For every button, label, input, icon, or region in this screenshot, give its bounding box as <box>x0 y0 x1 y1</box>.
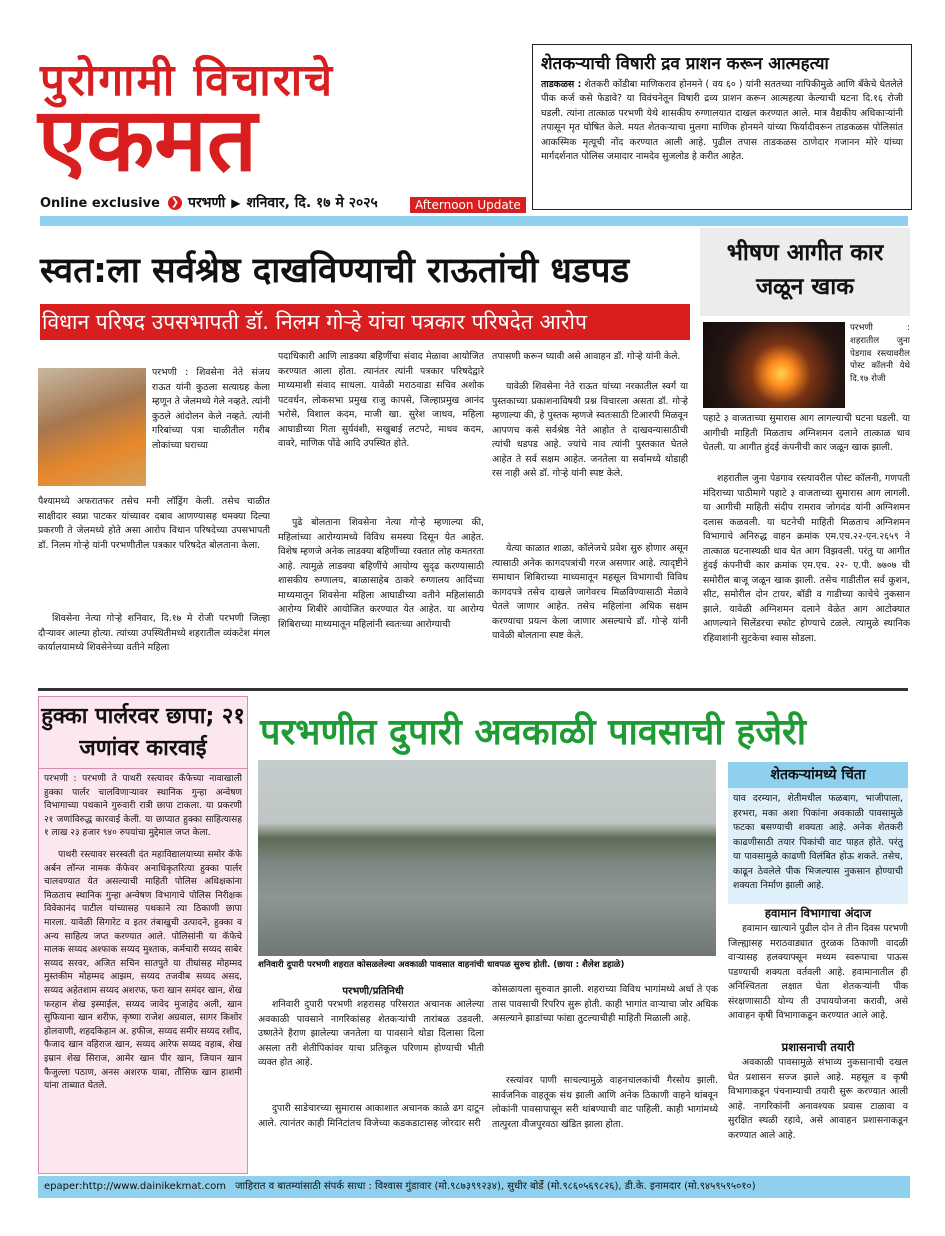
farmer-suicide-text <box>541 78 903 164</box>
lead-col2-bottom: पुढे बोलताना शिवसेना नेत्या गोऱ्हे म्हणाल्या की, महिलांच्या आरोग्यामध्ये विविध समस्या दिसून येत आहेत. विशेष म्हणजे अनेक लाडक्या बहिणींच्या रक्तात लोह कमतरता आहे. त्यामुळे लाडक्या बहिणींचे आयोग्य सुदृढ करण्यासाठी शासकीय रुग्णालय, बाळासाहेब ठाकरे रुग्णालय आदिंच्या माध्यमातून शिवसेना महिला आघाडीच्या वतीने महिलांसाठी आरोग्य शिबीरे आयोजित करण्यात येत आहेत. या आरोग्य शिबिराच्या माध्यमातून महिलांनी स्वतःच्या आरोग्याची <box>278 517 484 630</box>
fire-text-side: परभणी : शहरातील जुना पेडगाव रस्त्यावरील पोस्ट कॉलनी येथे दि.१७ रोजी <box>850 323 910 385</box>
farmer-concern-box <box>728 762 908 904</box>
triangle-right-icon: ▶ <box>231 195 241 210</box>
lead-col3-bottom: येत्या काळात शाळा, कॉलेजचे प्रवेश सुरु होणार असून त्यासाठी अनेक कागदपत्रांची गरज असणार आहे. त्यादृष्टीने समाधान शिबिराच्या माध्यमातून महसूल विभागाची विविध कागदपत्रे तसेच दाखले जागेवरच मिळविण्यासाठी मेळावे घेतले जाणार आहेत. तसेच महिलांना अधिक सक्षम करण्याचा प्रयत्न केला जाणार असल्याचे डॉ. गोऱ्हे यांनी यावेळी बोलताना स्पष्ट केले. <box>492 543 688 641</box>
contact-info: जाहिरात व बातम्यांसाठी संपर्क साधा : विश्वास गुंडावार (मो.९८७३९९२३४), सुधीर बोर्डे (मो.९८६०५६९८२६), डी.के. इनामदार (मो.९४५९५९५०१०) <box>235 1181 756 1192</box>
fire-headline-box <box>700 228 910 316</box>
online-exclusive-label: Online exclusive <box>40 196 160 211</box>
farmer-suicide-body: शेतकरी कोंडीबा माणिकराव होनमने ( वय ६० ) यांनी सततच्या नापिकीमुळे आणि बँकेचे घेतलेले पीक कर्ज कसे फेडावे? या विवंचनेतून विषारी द्रव्य प्राशन करून आत्महत्या केल्याची घटना दि.१६ रोजी घडली. त्यांना तात्काळ परभणी येथे शासकीय रुग्णालयात दाखल करण्यात आले. मात्र वैद्यकीय अधिकाऱ्यांनी तपासून मृत घोषित केले. मयत शेतकऱ्याचा मुलगा माणिक होनमने यांच्या फिर्यादीवरून ताडकळस पोलिसांत आकस्मिक मृत्यूची नोंद करण्यात आली आहे. पुढील तपास ताडकळस ठाणेदार गजानन मोरे यांच्या मार्गदर्शनात पोलिस जमादार नामदेव सुजलोड हे करीत आहेत. <box>541 79 903 163</box>
rain-col1-b: दुपारी साडेचारच्या सुमारास आकाशात अचानक काळे ढग दाटून आले. त्यानंतर काही मिनिटांतच विजेच्या कडकडाटासह जोरदार सरी <box>258 1103 484 1129</box>
rain-street-photo <box>258 760 716 956</box>
lead-col3-mid: यावेळी शिवसेना नेते राऊत यांच्या नरकातील स्वर्ग या पुस्तकाच्या प्रकाशनाविषयी प्रश्न विचारला असता डॉ. गोऱ्हे म्हणाल्या की, हे पुस्तक म्हणजे स्वतःसाठी टिआरपी मिळवून आपणच कसे सर्वश्रेष्ठ नेते आहोत ते दाखवन्यासाठीची त्यांची धडपड आहे. ज्यांचे नाव त्यांनी पुस्तकात घेतले आहेत ते सर्व सक्षम आहेत. जनतेला या सर्वामध्ये थोडाही रस नाही असे डॉ. गोऱ्हे यांनी स्पष्ट केले. <box>492 381 688 479</box>
rain-photo-caption: शनिवारी दुपारी परभणी शहरात कोसळलेल्या अवकाळी पावसात वाहनांची धावपळ सुरुच होती. (छाया : शैलेश डहाळे) <box>258 960 625 970</box>
lead-col3-top: तपासणी करून घ्यावी असे आवाहन डॉ. गोऱ्हे यांनी केले. <box>492 351 681 362</box>
section-divider <box>38 688 908 691</box>
dateline-tadkalas: ताडकळस : <box>541 79 582 90</box>
farmer-concern-title: शेतकऱ्यांमध्ये चिंता <box>728 762 908 788</box>
lead-headline: स्वत:ला सर्वश्रेष्ठ दाखविण्याची राऊतांची धडपड <box>40 251 630 291</box>
rain-col1-a: शनिवारी दुपारी परभणी शहरासह परिसरात अचानक आलेल्या अवकाळी पावसाने नागरिकांसह शेतकऱ्यांची तारांबळ उडवली. उष्णतेने हैराण झालेल्या जनतेला या पावसाने थोडा दिलासा दिला असला तरी शेतीपिकांवर याचा प्रतिकूल परिणाम होण्याची भीती व्यक्त होत आहे. <box>258 999 484 1068</box>
fire-text-2: शहरातील जुना पेडगाव रस्त्यावरील पोस्ट कॉलनी, गणपती मंदिराच्या पाठीमागे पहाटे ३ वाजताच्या सुमारास आग लागली. या आगीची माहिती संदीप रामराव जोगदंड यांनी अग्निशमन दलास कळवली. या घटनेची माहिती मिळताच अग्निशमन विभागाचे अनिरुद्ध वाहन क्रमांक एम.एच.२२-एन.२६५९ ने तात्काळ घटनास्थळी धाव घेत आग विझवली. परंतु या आगीत हुंदई कंपनीची कार क्रमांक एम.एच. २२- ए.पी. ७७०७ ची समोरील बाजू जळून खाक झाली. तसेच गाडीतील सर्व कुशन, सीट, समोरील दोन टायर, बॉडी व गाडीच्या काचेचे नुकसान झाले. यावेळी अग्निशमन दलाने वेळेत आग आटोक्यात आणल्याने सिलेंडरचा स्फोट होण्याचे टळले. त्यामुळे स्थानिक रहिवाशांनी सुटकेचा श्वास सोडला. <box>703 473 910 644</box>
weather-forecast-text: हवामान खात्याने पुढील दोन ते तीन दिवस परभणी जिल्ह्यासह मराठवाड्यात तुरळक ठिकाणी वादळी वाऱ्यासह हलक्याफ्सून मध्यम स्वरूपाचा पाऊस पडण्याची शक्यता वर्तवली आहे. हवामानातील ही अनिश्चितता लक्षात घेता शेतकऱ्यांनी पीक संरक्षणासाठी योग्य ती उपाययोजना करावी, असे आवाहन कृषी विभागाकडून करण्यात आले आहे. <box>728 923 908 1021</box>
dateline <box>168 193 378 212</box>
lead-col2-top: पदाधिकारी आणि लाडक्या बहिणींचा संवाद मेळावा आयोजित करण्यात आला होता. त्यानंतर त्यांनी पत्रकार परिषदेद्वारे माध्यमाशी संवाद साधला. यावेळी मराठवाडा सचिव अशोक पटवर्धन, लोकसभा प्रमुख राजु कापसे, जिल्हाप्रमुख आनंद भरोसे, विशाल कदम, माजी खा. सुरेश जाधव, महिला आघाडीच्या गिता सुर्यवंशी, सखुबाई लटपटे, माधव कदम, वावरे, माणिक पोंढे आदि उपस्थित होते. <box>278 351 484 449</box>
lead-col1-mid: पैश्यामध्ये अफरातफर तसेच मनी लॉड्रिंग केली. तसेच चाळीत साक्षीदार स्वप्ना पाटकर यांच्यावर दबाव आणण्यासह धमक्या दिल्या प्रकरणी ते जेलमध्ये होते असा आरोप विधान परिषदेच्या उपसभापती डॉ. निलम गोऱ्हे यांनी परभणीतील पत्रकार परिषदेत बोलताना केला. <box>38 496 270 551</box>
rain-byline: परभणी/प्रतिनिधी <box>342 986 404 997</box>
lead-subhead: विधान परिषद उपसभापती डॉ. निलम गोऱ्हे यांचा पत्रकार परिषदेत आरोप <box>40 304 690 340</box>
chevron-right-icon: ❯ <box>168 196 182 210</box>
car-fire-photo <box>703 322 845 408</box>
farmer-suicide-box <box>532 44 912 210</box>
farmer-concern-text: याव दरम्यान, शेतीमधील फळबाग, भाजीपाला, हरभरा, मका अशा पिकांना अवकाळी पावसामुळे फटका बसण्याची शक्यता आहे. अनेक शेतकरी काढणीसाठी तयार पिकांची वाट पाहत होते. परंतु या पावसामुळे काढणी विलंबित होऊ शकते. तसेच, काढून ठेवलेले पीक भिजल्यास नुकसान होण्याची शक्यता निर्माण झाली आहे. <box>733 793 903 891</box>
farmer-suicide-headline: शेतकऱ्याची विषारी द्रव प्राशन करून आत्महत्या <box>541 54 829 74</box>
lead-col1-bottom: शिवसेना नेत्या गोऱ्हे शनिवार, दि.१७ मे रोजी परभणी जिल्हा दौऱ्यावर आल्या होत्या. त्यांच्या उपस्थितीमध्ये शहरातील व्यंकटेश मंगल कार्यालयामध्ये शिवसेनेच्या वतीने महिला <box>38 613 270 653</box>
weather-forecast-title: हवामान विभागाचा अंदाज <box>764 906 872 920</box>
hookah-text-box <box>38 768 248 1174</box>
date-label: शनिवार, दि. १७ मे २०२५ <box>246 195 378 211</box>
edition-badge: Afternoon Update <box>410 197 526 213</box>
lead-col1-top: परभणी : शिवसेना नेते संजय राऊत यांनी कुठला सत्याग्रह केला म्हणून ते जेलमध्ये गेले नव्हते. त्यांनी कुठले आंदोलन केले नव्हते. त्यांनी गरिबांच्या पत्रा चाळीतील गरीब लोकांच्या घराच्या <box>152 367 270 451</box>
hookah-text-1: परभणी : परभणी ते पाथरी रस्त्यावर कॅफेच्या नावाखाली हुक्का पार्लर चालविणाऱ्यावर स्थानिक गुन्हा अन्वेषण विभागाच्या पथकाने गुरुवारी रात्री छापा टाकला. या प्रकरणी २१ जणांविरुद्ध कारवाई केली. या छाप्यात हुक्का साहित्यासह १ लाख २३ हजार ९४० रुपयांचा मुद्देमाल जप्त केला. <box>44 774 242 839</box>
rain-col2-a: कोसळायला सुरुवात झाली. शहराच्या विविध भागांमध्ये अर्धा ते एक तास पावसाची रिपरिप सुरू होती. काही भागांत वाऱ्याचा जोर अधिक असल्याने झाडांच्या फांद्या तुटल्याचीही माहिती मिळाली आहे. <box>492 984 718 1024</box>
fire-text-1: पहाटे ३ वाजताच्या सुमारास आग लागल्याची घटना घडली. या आगीची माहिती मिळताच अग्निशमन दलाने तात्काळ धाव घेतली. या आगीत हुंदई कंपनीची कार जळून खाक झाली. <box>703 413 910 453</box>
divider-bar <box>40 216 908 226</box>
city-label: परभणी <box>188 195 226 211</box>
hookah-text-2: पाथरी रस्त्यावर सरस्वती दंत महाविद्यालयाच्या समोर कॅफे अर्बन लॉन्ज नामक कॅफेवर अनाधिकृतरित्या हुक्का पार्लर चालवण्यात येत असल्याची माहिती पोलिस अधिक्षकांना मिळताच स्थानिक गुन्हा अन्वेषण विभागाचे पोलिस निरीक्षक विवेकानंद पाटील यांच्यासह पथकाने त्या ठिकाणी छापा मारला. यावेळी सिगारेट व इतर तंबाखुची उत्पादने, हुक्का व अन्य साहित्य जप्त करण्यात आले. पोलिसांनी या कॅफेचे मालक सय्यद अश्फाक सय्यद मुश्ताक, कर्मचारी सय्यद साबेर सय्यद सरवर, अजित सचिन सातपुते या तीघांसह मोहम्मद मुस्तकीम मोहम्मद आझम, सय्यद तजवीब सय्यद असद, सय्यद अहेतशाम सय्यद अशरफ, फरा खान समंदर खान, शेख फरहान शेख इस्माईल, सय्यद जावेद मुजाहेद अली, खान सुफियाना खान शरीफ, कृष्णा राजेश अग्रवाल, सागर किशोर होलवाणी, शहदकिहान अ. हफीज, सय्यद समीर सय्यद रशीद, फैजाद खान वहिराज खान, सय्यद आरेफ सय्यद वहाब, शेख इम्रान शेख सिराज, आमेर खान पीर खान, जियान खान फैजुल्ला पठाण, अनस अशरफ याबा, तौसिफ खान हाशमी यांना ताब्यात घेतले. <box>44 850 242 1092</box>
admin-prep-text: अवकाळी पावसामुळे संभाव्य नुकसानाची दखल घेत प्रशासन सज्ज झाले आहे. महसूल व कृषी विभागाकडून पंचनाम्याची तयारी सुरू करण्यात आली आहे. नागरिकांनी अनावश्यक प्रवास टाळावा व सुरक्षित स्थळी रहावे, असे आवाहन प्रशासनाकडून करण्यात आले आहे. <box>728 1057 908 1141</box>
hookah-headline: हुक्का पार्लरवर छापा; २१ जणांवर कारवाई <box>41 704 245 761</box>
masthead-tagline: पुरोगामी विचाराचे <box>40 55 335 106</box>
hookah-headline-box <box>38 696 248 770</box>
fire-headline: भीषण आगीत कार जळून खाक <box>726 240 884 300</box>
masthead-name: एकमत <box>38 88 258 191</box>
epaper-link[interactable]: epaper:http://www.dainikekmat.com <box>44 1181 226 1192</box>
rain-headline: परभणीत दुपारी अवकाळी पावसाची हजेरी <box>260 712 807 753</box>
admin-prep-title: प्रशासनाची तयारी <box>781 1040 855 1054</box>
neelam-gorhe-photo <box>38 368 146 486</box>
footer-bar <box>38 1176 910 1198</box>
rain-col2-b: रस्त्यांवर पाणी साचल्यामुळे वाहनचालकांची गैरसोय झाली. सार्वजनिक वाहतूक संथ झाली आणि अनेक ठिकाणी वाहने थांबवून लोकांनी पावसापासून सरी थांबण्याची वाट पाहिली. काही भागांमध्ये तात्पुरता वीजपुरवठा खंडित झाला होता. <box>492 1075 718 1130</box>
